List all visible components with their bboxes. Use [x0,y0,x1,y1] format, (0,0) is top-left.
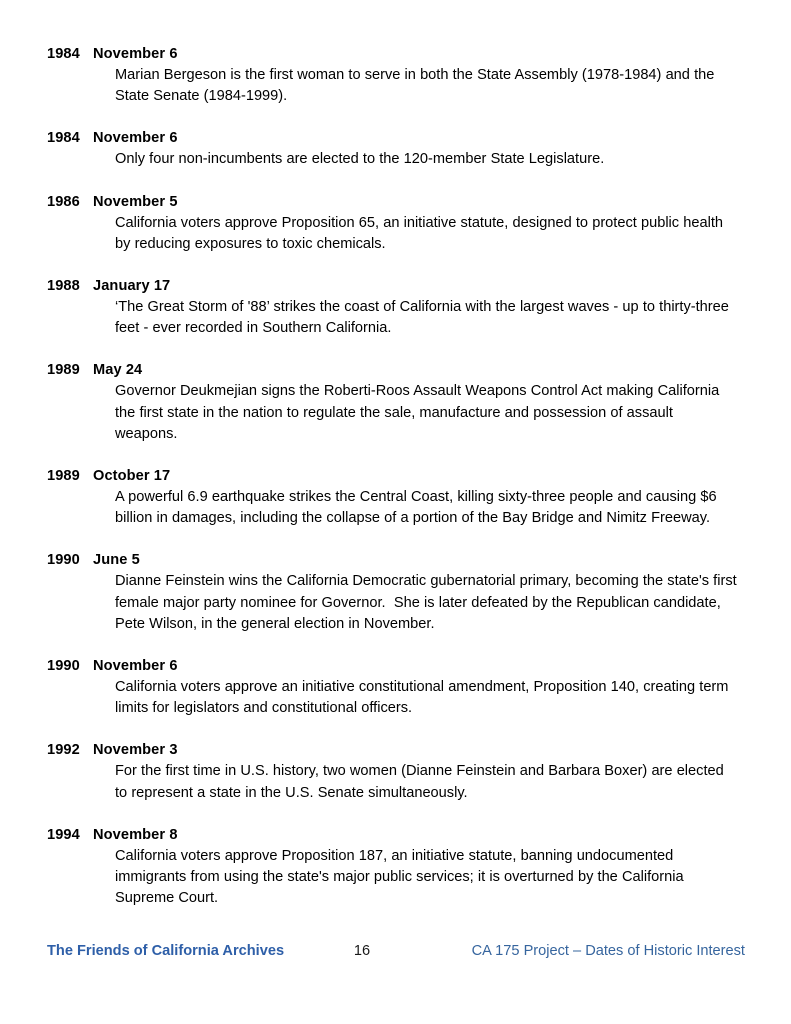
timeline-entry [47,550,739,635]
timeline-entry-year: 1989 [47,362,80,379]
timeline-entry-year: 1989 [47,468,80,485]
timeline-entry-description: For the first time in U.S. history, two women (Dianne Feinstein and Barbara Boxer) are elected to represent a state in the U.S. Senate simultaneously. [115,763,728,801]
timeline-entry-heading [47,360,739,381]
footer-organization: The Friends of California Archives [47,943,285,959]
timeline-entry [47,128,739,170]
timeline-entry-date: November 6 [93,46,178,62]
page-footer [47,941,745,963]
footer-page-number: 16 [353,943,371,959]
timeline-entry [47,360,739,445]
timeline-entry-date: November 6 [93,658,178,675]
timeline-entry-description: ‘The Great Storm of '88’ strikes the coast of California with the largest waves - up to thirty-three feet - ever recorded in Southern California. [115,299,734,337]
timeline-entry-heading [47,466,739,487]
timeline-entry [47,740,739,803]
timeline-entry-year: 1988 [47,278,80,295]
timeline-entry-year: 1990 [47,552,80,569]
timeline-entry-date: January 17 [93,278,171,295]
footer-project-title: CA 175 Project – Dates of Historic Interest [471,943,745,959]
timeline-entry-date: May 24 [93,362,143,379]
timeline-entry-date: October 17 [93,468,171,485]
timeline-entry-date: November 5 [93,193,178,210]
timeline-entry-description: California voters approve Proposition 65, an initiative statute, designed to protect public health by reducing exposures to toxic chemicals. [115,214,728,252]
timeline-entry-heading [47,44,739,65]
timeline-entry [47,192,739,255]
timeline-entry-year: 1994 [47,826,80,843]
timeline-entry-date: November 8 [93,826,178,843]
timeline-entry [47,276,739,339]
timeline-entry-description: California voters approve an initiative constitutional amendment, Proposition 140, creating term limits for legislators and constitutional officers. [115,679,733,717]
timeline-entry [47,825,739,910]
timeline-entry-description: A powerful 6.9 earthquake strikes the Central Coast, killing sixty-three people and causing $6 billion in damages, including the collapse of a portion of the Bay Bridge and Nimitz Freeway. [115,489,721,527]
timeline-entry-description: Marian Bergeson is the first woman to serve in both the State Assembly (1978-1984) and the State Senate (1984-1999). [115,67,719,105]
timeline-entry-year: 1990 [47,658,80,675]
timeline-entry-description: California voters approve Proposition 187, an initiative statute, banning undocumented immigrants from using the state's major public services; it is overturned by the California Supreme Court. [115,847,688,907]
timeline-entry-heading [47,192,739,213]
timeline-entry-description: Only four non-incumbents are elected to the 120-member State Legislature. [115,151,605,168]
timeline-entry-description: Dianne Feinstein wins the California Democratic gubernatorial primary, becoming the state's first female major party nominee for Governor. She is later defeated by the Republican candidate, Pete Wilson, in the general election in November. [115,573,741,632]
timeline-entry [47,656,739,719]
timeline-entry-date: November 3 [93,742,178,759]
timeline-entry-heading [47,550,739,571]
timeline-entry-heading [47,276,739,297]
timeline-entry-heading [47,656,739,677]
timeline-entry-year: 1986 [47,193,80,210]
timeline-entry-date: June 5 [93,552,140,569]
timeline-entry-year: 1984 [47,130,80,147]
timeline-entry-description: Governor Deukmejian signs the Roberti-Roos Assault Weapons Control Act making California the first state in the nation to regulate the sale, manufacture and possession of assault weapons. [115,383,724,442]
timeline-entry-date: November 6 [93,130,178,147]
timeline-entry-heading [47,825,739,846]
timeline-entry [47,44,739,107]
timeline-entry-heading [47,740,739,761]
timeline-entry-list [47,44,739,930]
timeline-entry-year: 1984 [47,46,80,62]
timeline-entry-year: 1992 [47,742,80,759]
timeline-entry [47,466,739,529]
timeline-entry-heading [47,128,739,149]
